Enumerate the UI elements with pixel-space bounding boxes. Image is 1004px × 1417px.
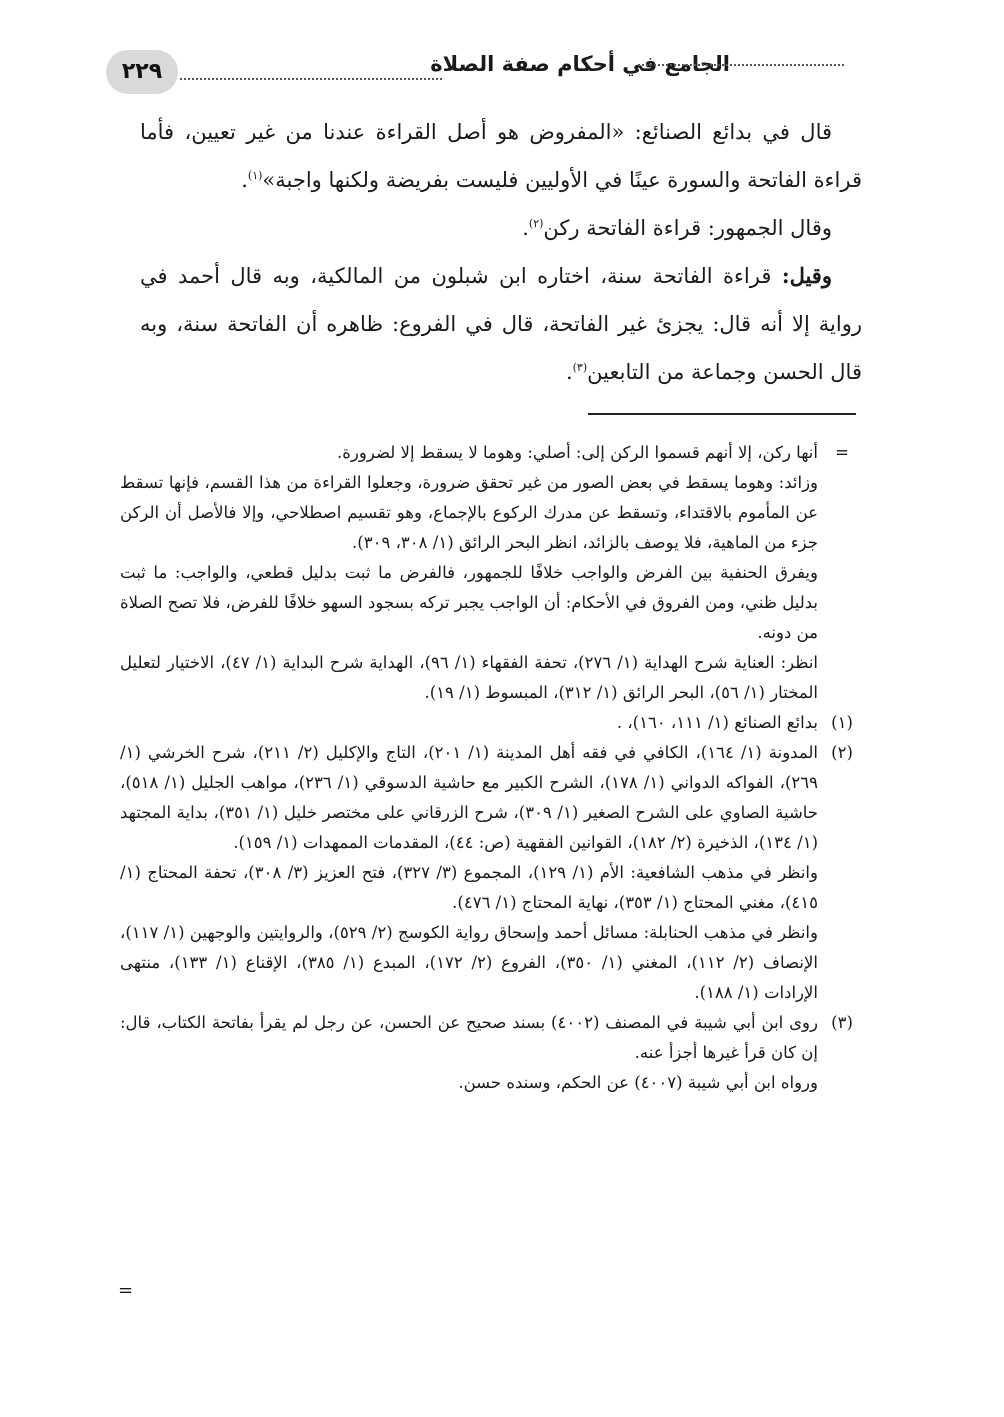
footnote-number: (٢) <box>831 743 853 762</box>
footnote-ref[interactable]: (١) <box>247 169 263 182</box>
footnote-2 <box>120 738 860 1008</box>
footnote-paragraph: أنها ركن، إلا أنهم قسموا الركن إلى: أصلي: وهوما لا يسقط إلا لضرورة. <box>337 443 818 462</box>
paragraph-text: قال في بدائع الصنائع: «المفروض هو أصل القراءة عندنا من غير تعيين، فأما قراءة الفاتحة والسورة عينًا في الأوليين فليست بفريضة ولكنها واجبة» <box>140 120 862 192</box>
footnote-paragraph: وانظر في مذهب الشافعية: الأم (١/ ١٢٩)، المجموع (٣/ ٣٢٧)، فتح العزيز (٣/ ٣٠٨)، تحفة المحتاج (١/ ٤١٥)، مغني المحتاج (١/ ٣٥٣)، نهاية المحتاج (١/ ٤٧٦). <box>120 863 818 912</box>
body-paragraph <box>140 204 862 252</box>
body-paragraph <box>140 108 862 204</box>
page-number: ٢٢٩ <box>106 50 178 94</box>
footnote-paragraph: ورواه ابن أبي شيبة (٤٠٠٧) عن الحكم، وسنده حسن. <box>458 1073 818 1092</box>
footnote-number: (١) <box>831 713 853 732</box>
paragraph-end: . <box>565 360 573 384</box>
paragraph-end: . <box>241 168 248 192</box>
footnote-paragraph: وزائد: وهوما يسقط في بعض الصور من غير تحقق ضرورة، وجعلوا القراءة من هذا القسم، فإنها تسقط عن المأموم بالاقتداء، وتسقط عن مدرك الركوع بالإجماع، وهو تقسيم اصطلاحي، وإلا فالأصل أن الركن جزء من الماهية، فلا يوصف بالزائد، انظر البحر الرائق (١/ ٣٠٨، ٣٠٩). <box>120 473 818 552</box>
paragraph-lead: وقيل: <box>781 263 832 288</box>
footnote-separator <box>588 413 856 415</box>
continuation-mark-bottom: = <box>118 1280 134 1301</box>
body-paragraph <box>140 252 862 396</box>
footnote-paragraph: وانظر في مذهب الحنابلة: مسائل أحمد وإسحاق رواية الكوسج (٢/ ٥٢٩)، والروايتين والوجهين (١/ ١١٧)، الإنصاف (٢/ ١١٢)، المغني (١/ ٣٥٠)، الفروع (٢/ ١٧٢)، المبدع (١/ ٣٨٥)، الإقناع (١/ ١٣٣)، منتهى الإرادات (١/ ١٨٨). <box>120 923 818 1002</box>
footnote-continued <box>120 438 860 708</box>
footnote-3 <box>120 1008 860 1098</box>
footnote-1 <box>120 708 860 738</box>
footnote-paragraph: انظر: العناية شرح الهداية (١/ ٢٧٦)، تحفة الفقهاء (١/ ٩٦)، الهداية شرح البداية (١/ ٤٧)، الاختيار لتعليل المختار (١/ ٥٦)، البحر الرائق (١/ ٣١٢)، المبسوط (١/ ١٩). <box>120 653 818 702</box>
footnote-ref[interactable]: (٢) <box>528 217 544 230</box>
paragraph-end: . <box>522 216 529 240</box>
footnote-number: (٣) <box>831 1013 853 1032</box>
footnote-paragraph: ويفرق الحنفية بين الفرض والواجب خلافًا للجمهور، فالفرض ما ثبت بدليل قطعي، والواجب: ما ثبت بدليل ظني، ومن الفروق في الأحكام: أن الواجب يجبر تركه بسجود السهو خلافًا للفرض، فلا تصح الصلاة من دونه. <box>120 563 818 642</box>
running-header <box>100 40 846 100</box>
footnotes <box>120 438 860 1098</box>
header-dotted-leader <box>180 54 442 80</box>
book-title: الجامع في أحكام صفة الصلاة <box>430 52 730 76</box>
main-text <box>140 108 862 396</box>
footnote-paragraph: المدونة (١/ ١٦٤)، الكافي في فقه أهل المدينة (١/ ٢٠١)، التاج والإكليل (٢/ ٢١١)، شرح الخرشي (١/ ٢٦٩)، الفواكه الدواني (١/ ١٧٨)، الشرح الكبير مع حاشية الدسوقي (١/ ٢٣٦)، مواهب الجليل (١/ ٥١٨)، حاشية الصاوي على الشرح الصغير (١/ ٣٠٩)، شرح الزرقاني على مختصر خليل (١/ ٣٥١)، بداية المجتهد (١/ ١٣٤)، الذخيرة (٢/ ١٨٢)، القوانين الفقهية (ص: ٤٤)، المقدمات الممهدات (١/ ١٥٩). <box>120 743 819 852</box>
paragraph-text: وقال الجمهور: قراءة الفاتحة ركن <box>543 216 832 240</box>
footnote-paragraph: بدائع الصنائع (١/ ١١١، ١٦٠)، . <box>616 713 818 732</box>
footnote-paragraph: روى ابن أبي شيبة في المصنف (٤٠٠٢) بسند صحيح عن الحسن، عن رجل لم يقرأ بفاتحة الكتاب، قال: إن كان قرأ غيرها أجزأ عنه. <box>120 1013 818 1062</box>
footnote-ref[interactable]: (٣) <box>572 361 588 374</box>
paragraph-text: قراءة الفاتحة سنة، اختاره ابن شبلون من المالكية، وبه قال أحمد في رواية إلا أنه قال: يجزئ غير الفاتحة، قال في الفروع: ظاهره أن الفاتحة سنة، وبه قال الحسن وجماعة من التابعين <box>140 264 862 384</box>
continuation-mark: = <box>835 443 849 462</box>
header-dotted-leader <box>638 54 844 66</box>
